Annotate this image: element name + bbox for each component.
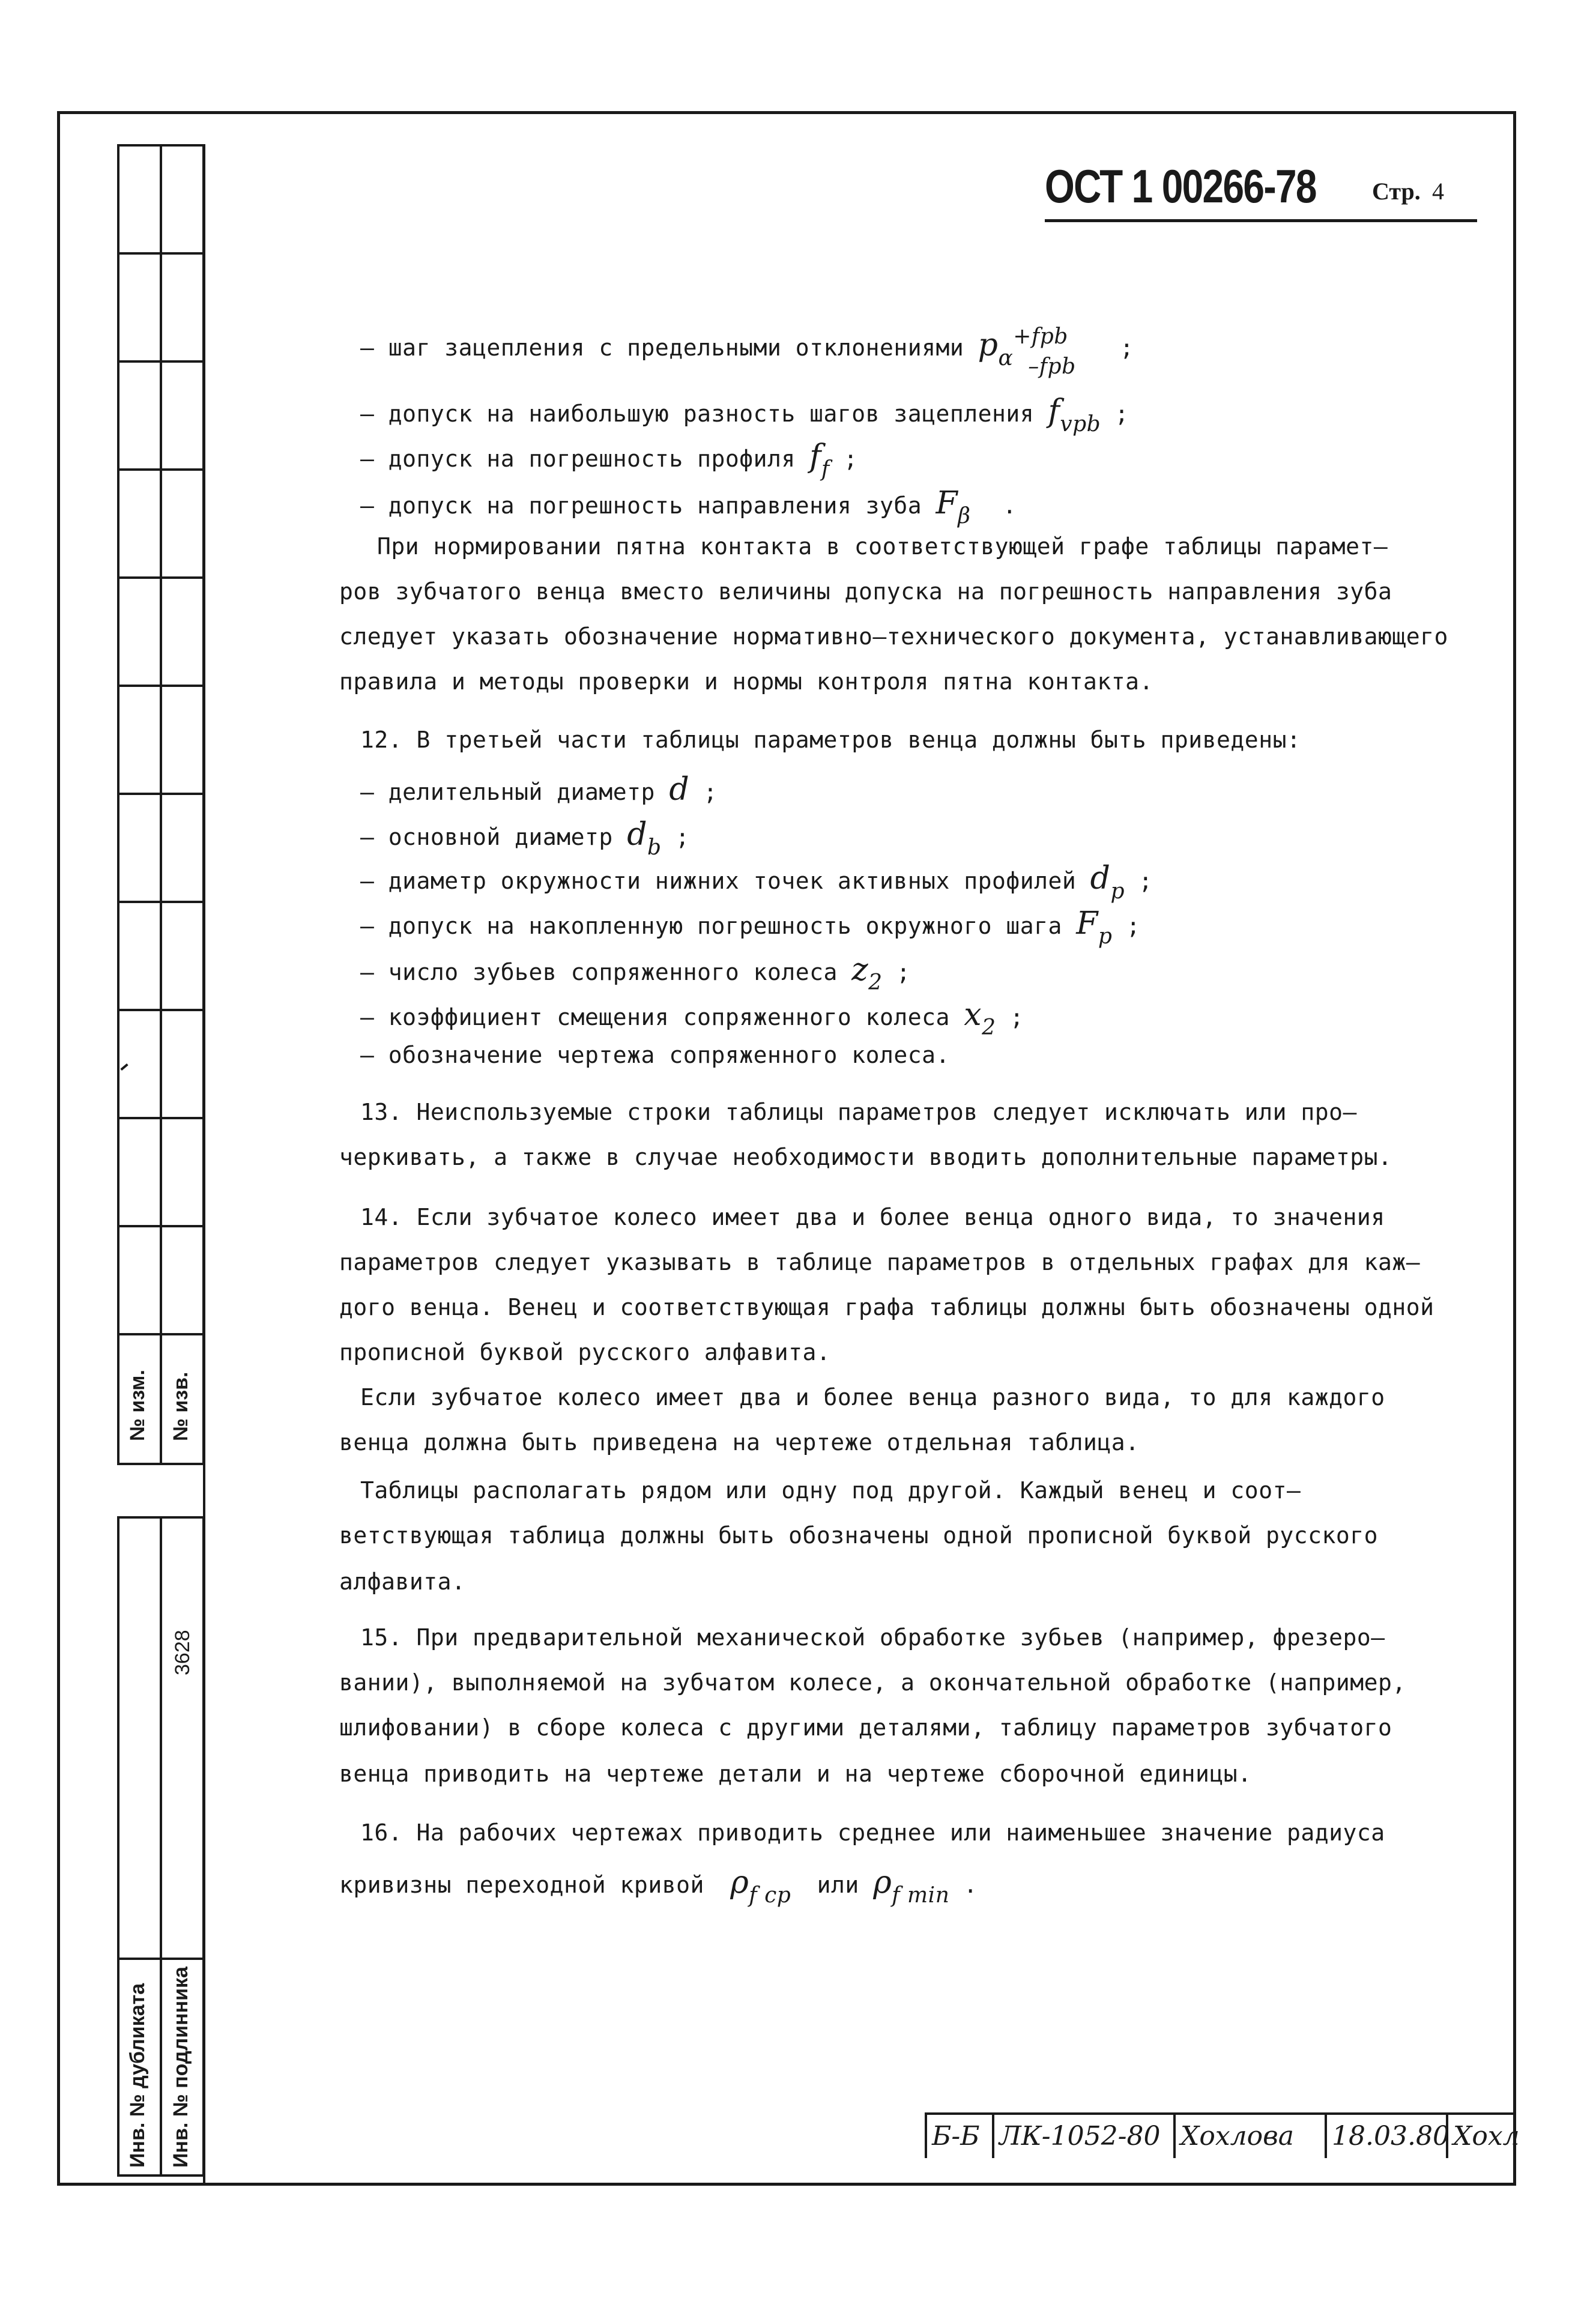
text-line: – число зубьев сопряженного колеса $z_2$ ; xyxy=(360,952,911,995)
formula: $x_2$ xyxy=(964,997,996,1040)
inventory-number: 3628 xyxy=(171,1630,194,1675)
text-line: вании), выполняемой на зубчатом колесе, а окончательной обработке (например, xyxy=(339,1669,1406,1696)
doc-header xyxy=(1045,159,1477,222)
inventory-cell: Б-Б xyxy=(925,2115,992,2158)
text-line: следует указать обозначение нормативно–технического документа, устанавливающего xyxy=(339,623,1448,650)
inventory-cell: Хохл xyxy=(1446,2115,1513,2158)
stamp-cell-divider xyxy=(117,1225,205,1227)
izm-label: № изм. xyxy=(126,1370,149,1441)
text-line: 13. Неиспользуемые строки таблицы параметров следует исключать или про– xyxy=(360,1099,1357,1125)
text-line: – допуск на погрешность профиля $f_f$ ; xyxy=(360,438,858,482)
stamp-cell-divider xyxy=(117,468,205,471)
text-line: – диаметр окружности нижних точек активных профилей $d_p$ ; xyxy=(360,860,1153,904)
text-line: 16. На рабочих чертежах приводить среднее или наименьшее значение радиуса xyxy=(360,1819,1385,1846)
stamp-cell-divider xyxy=(117,685,205,687)
stamp-column-1 xyxy=(117,144,162,1465)
text-line: алфавита. xyxy=(339,1568,466,1595)
text-line: ветствующая таблица должны быть обозначены одной прописной буквой русского xyxy=(339,1522,1378,1549)
formula: $p_\alpha^{+fpb}$ xyxy=(978,324,1068,370)
formula: $d_b$ xyxy=(627,817,662,860)
formula: $d_p$ xyxy=(1090,860,1125,904)
stamp-cell-divider xyxy=(117,1117,205,1119)
text-line: – шаг зацепления с предельными отклонениями $p_\alpha^{+fpb}$ –fpb ; xyxy=(360,324,1134,379)
text-line: 14. Если зубчатое колесо имеет два и более венца одного вида, то значения xyxy=(360,1204,1385,1230)
text-line: кривизны переходной кривой $\rho_{f cp}$ или $\rho_{f min}$ . xyxy=(339,1864,978,1908)
formula: d xyxy=(669,772,690,808)
text-line: Таблицы располагать рядом или одну под другой. Каждый венец и соот– xyxy=(360,1477,1301,1504)
section-heading: 12. В третьей части таблицы параметров венца должны быть приведены: xyxy=(360,727,1301,753)
doc-code: ОСТ 1 00266-78 xyxy=(1045,160,1316,213)
text-line: – основной диаметр $d_b$ ; xyxy=(360,817,690,860)
formula: $f_{vpb}$ xyxy=(1048,393,1101,437)
text-line: правила и методы проверки и нормы контроля пятна контакта. xyxy=(339,668,1153,695)
stamp-cell-divider xyxy=(117,1958,205,1960)
text-line: Если зубчатое колесо имеет два и более венца разного вида, то для каждого xyxy=(360,1384,1385,1411)
left-margin-rule xyxy=(203,144,205,2183)
text-line: черкивать, а также в случае необходимости вводить дополнительные параметры. xyxy=(339,1144,1392,1170)
stamp-cell-divider xyxy=(117,1009,205,1011)
inv-orig-label: Инв. № подлинника xyxy=(169,1967,192,2168)
text-line: шлифовании) в сборе колеса с другими деталями, таблицу параметров зубчатого xyxy=(339,1714,1392,1741)
inventory-cell: 18.03.80 xyxy=(1325,2115,1446,2158)
inv-dup-label: Инв. № дубликата xyxy=(126,1983,149,2168)
text-line: – обозначение чертежа сопряженного колеса. xyxy=(360,1042,950,1068)
text-line: – допуск на накопленную погрешность окружного шага $F_p$ ; xyxy=(360,906,1141,949)
text-line: При нормировании пятна контакта в соответствующей графе таблицы парамет– xyxy=(377,533,1388,560)
text-line: – допуск на погрешность направления зуба $F_\beta$ . xyxy=(360,485,1017,528)
formula: $f_f$ xyxy=(809,438,830,482)
inventory-cell: ЛК-1052-80 xyxy=(992,2115,1173,2158)
text-line: параметров следует указывать в таблице параметров в отдельных графах для каж– xyxy=(339,1249,1421,1275)
stamp-cell-divider xyxy=(117,793,205,795)
page-label: Стр. xyxy=(1372,178,1421,205)
stamp-cell-divider xyxy=(117,901,205,903)
text-line: – допуск на наибольшую разность шагов зацепления $f_{vpb}$ ; xyxy=(360,393,1129,437)
izv-label: № изв. xyxy=(169,1371,192,1441)
text-line: венца приводить на чертеже детали и на чертеже сборочной единицы. xyxy=(339,1761,1252,1787)
page-number: 4 xyxy=(1432,178,1444,205)
text-line: 15. При предварительной механической обработке зубьев (например, фрезеро– xyxy=(360,1624,1385,1651)
inventory-cell: Хохлова xyxy=(1173,2115,1325,2158)
text-line: прописной буквой русского алфавита. xyxy=(339,1339,831,1365)
formula: $\rho_{f min}$ xyxy=(873,1864,950,1908)
stamp-cell-divider xyxy=(117,360,205,363)
stamp-column-2 xyxy=(160,144,205,1465)
formula: $\rho_{f cp}$ xyxy=(730,1864,791,1908)
stamp-cell-divider xyxy=(117,1333,205,1335)
text-line: – делительный диаметр d ; xyxy=(360,772,718,808)
stamp-cell-divider xyxy=(117,252,205,255)
text-line: ров зубчатого венца вместо величины допуска на погрешность направления зуба xyxy=(339,578,1392,605)
text-line: венца должна быть приведена на чертеже отдельная таблица. xyxy=(339,1429,1140,1456)
formula: $F_\beta$ xyxy=(936,485,971,528)
stamp-cell-divider xyxy=(117,576,205,579)
text-line: – коэффициент смещения сопряженного колеса $x_2$ ; xyxy=(360,997,1024,1040)
text-line: дого венца. Венец и соответствующая графа таблицы должны быть обозначены одной xyxy=(339,1294,1434,1320)
formula: $F_p$ xyxy=(1076,906,1113,949)
formula: $z_2$ xyxy=(851,952,883,995)
